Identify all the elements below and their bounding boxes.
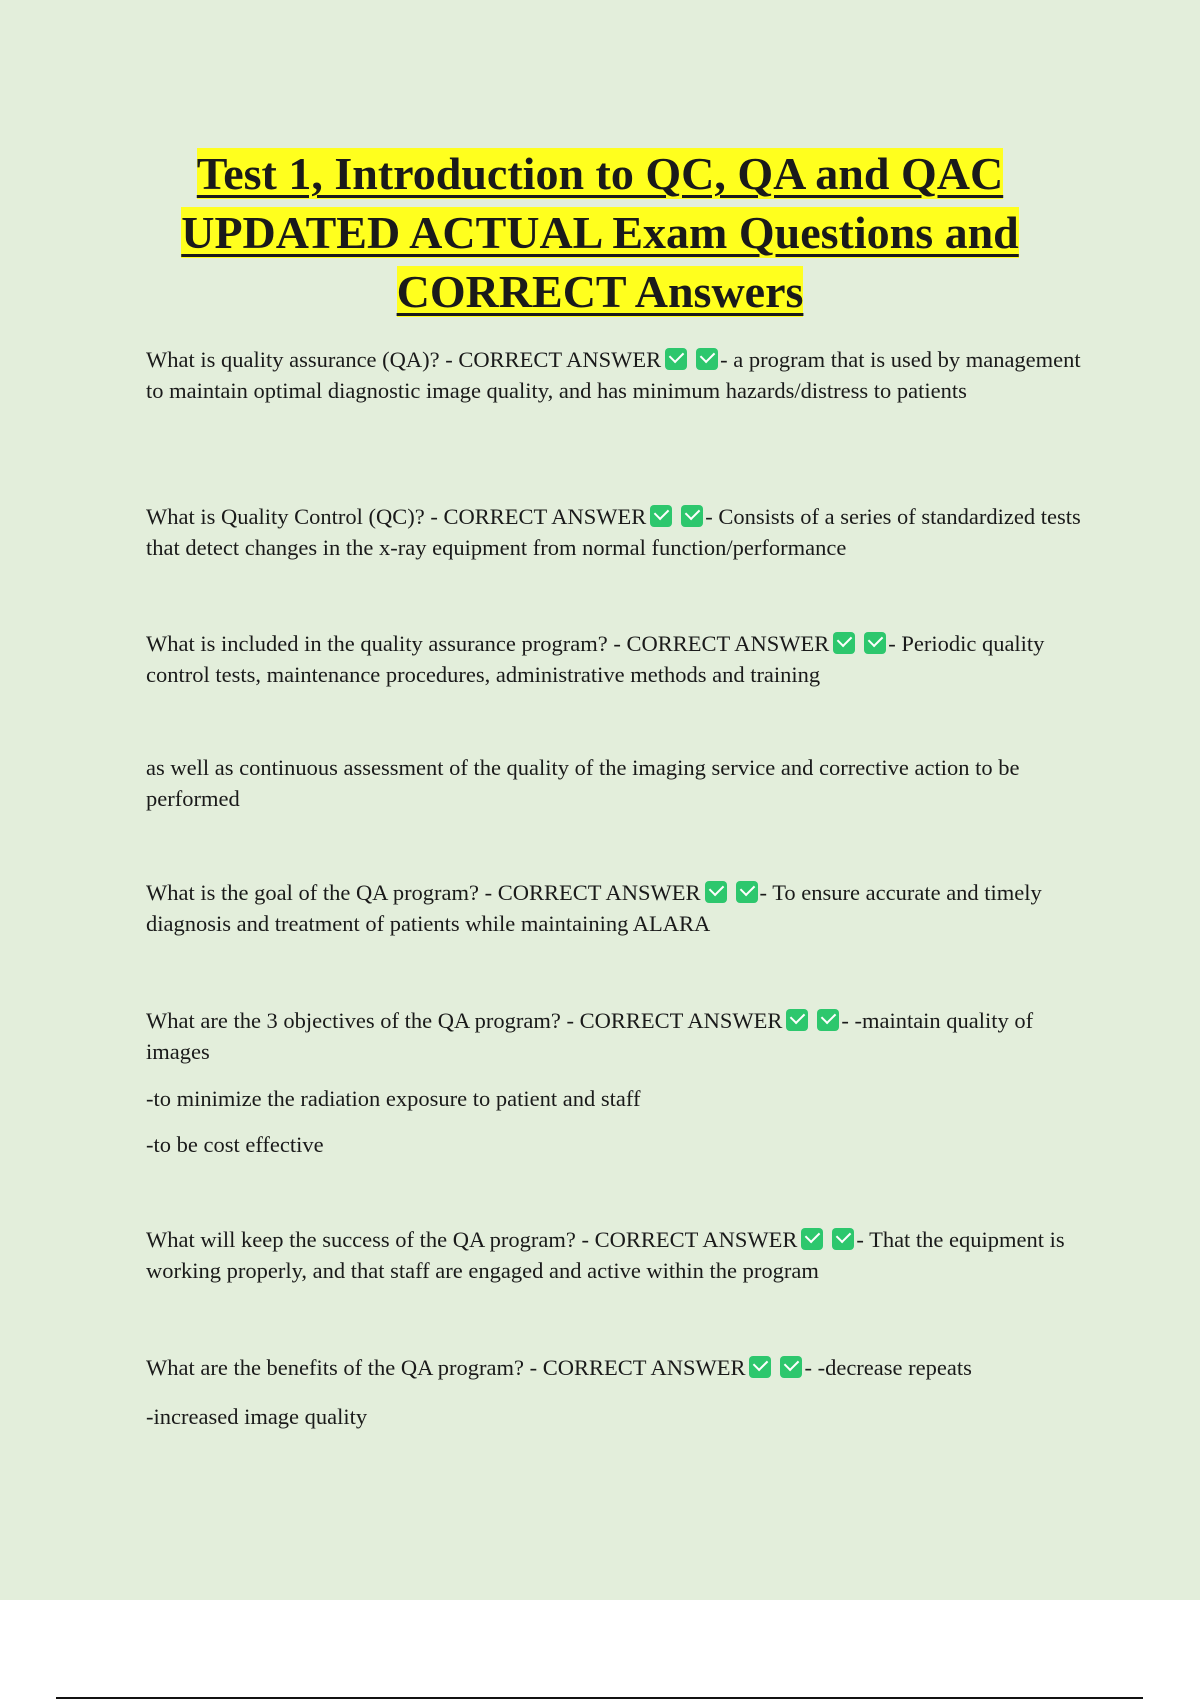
answer-label: CORRECT ANSWER — [594, 1227, 798, 1252]
qa-item-5 — [146, 1005, 1086, 1067]
title-text: Test 1, Introduction to QC, QA and QAC UPDATED ACTUAL Exam Questions and CORRECT Answers — [181, 148, 1019, 317]
answer-text: - To ensure accurate and timely diagnosis and treatment of patients while maintaining ALARA — [146, 880, 1042, 936]
check-icon — [864, 632, 886, 654]
answer-label: CORRECT ANSWER — [579, 1008, 783, 1033]
answer-text: - -maintain quality of images — [146, 1008, 1034, 1064]
qa-item-7-extra-1: -increased image quality — [146, 1404, 368, 1429]
footer-divider — [56, 1697, 1143, 1699]
check-icon — [650, 505, 672, 527]
question-text: What is the goal of the QA program? - — [146, 880, 498, 905]
check-icon — [832, 1228, 854, 1250]
check-icon — [817, 1009, 839, 1031]
answer-label: CORRECT ANSWER — [443, 504, 647, 529]
question-text: What is Quality Control (QC)? - — [146, 504, 444, 529]
answer-label: CORRECT ANSWER — [542, 1355, 746, 1380]
answer-label: CORRECT ANSWER — [497, 880, 701, 905]
answer-label: CORRECT ANSWER — [458, 347, 662, 372]
answer-text: - -decrease repeats — [804, 1355, 972, 1380]
document-title — [100, 144, 1100, 321]
qa-item-5-extra-1: -to minimize the radiation exposure to patient and staff — [146, 1086, 641, 1111]
question-text: What is included in the quality assurance program? - — [146, 631, 627, 656]
check-icon — [801, 1228, 823, 1250]
question-text: What are the benefits of the QA program? - — [146, 1355, 543, 1380]
answer-text: - Consists of a series of standardized tests that detect changes in the x-ray equipment from normal function/performance — [146, 504, 1081, 560]
check-icon — [736, 881, 758, 903]
qa-item-3-continuation: as well as continuous assessment of the quality of the imaging service and corrective action to be performed — [146, 755, 1020, 811]
question-text: What will keep the success of the QA program? - — [146, 1227, 595, 1252]
qa-item-2 — [146, 501, 1086, 563]
check-icon — [833, 632, 855, 654]
qa-item-3 — [146, 628, 1086, 690]
check-icon — [780, 1356, 802, 1378]
check-icon — [705, 881, 727, 903]
qa-item-4 — [146, 877, 1086, 939]
answer-label: CORRECT ANSWER — [626, 631, 830, 656]
check-icon — [749, 1356, 771, 1378]
answer-text: - That the equipment is working properly, and that staff are engaged and active within the program — [146, 1227, 1065, 1283]
check-icon — [665, 348, 687, 370]
check-icon — [681, 505, 703, 527]
question-text: What is quality assurance (QA)? - — [146, 347, 459, 372]
qa-item-6 — [146, 1224, 1086, 1286]
question-text: What are the 3 objectives of the QA program? - — [146, 1008, 580, 1033]
qa-item-1 — [146, 344, 1086, 406]
check-icon — [696, 348, 718, 370]
qa-item-7 — [146, 1352, 1086, 1383]
answer-text: - a program that is used by management to maintain optimal diagnostic image quality, and has minimum hazards/distress to patients — [146, 347, 1081, 403]
qa-item-5-extra-2: -to be cost effective — [146, 1132, 324, 1157]
answer-text: - Periodic quality control tests, maintenance procedures, administrative methods and training — [146, 631, 1045, 687]
check-icon — [786, 1009, 808, 1031]
